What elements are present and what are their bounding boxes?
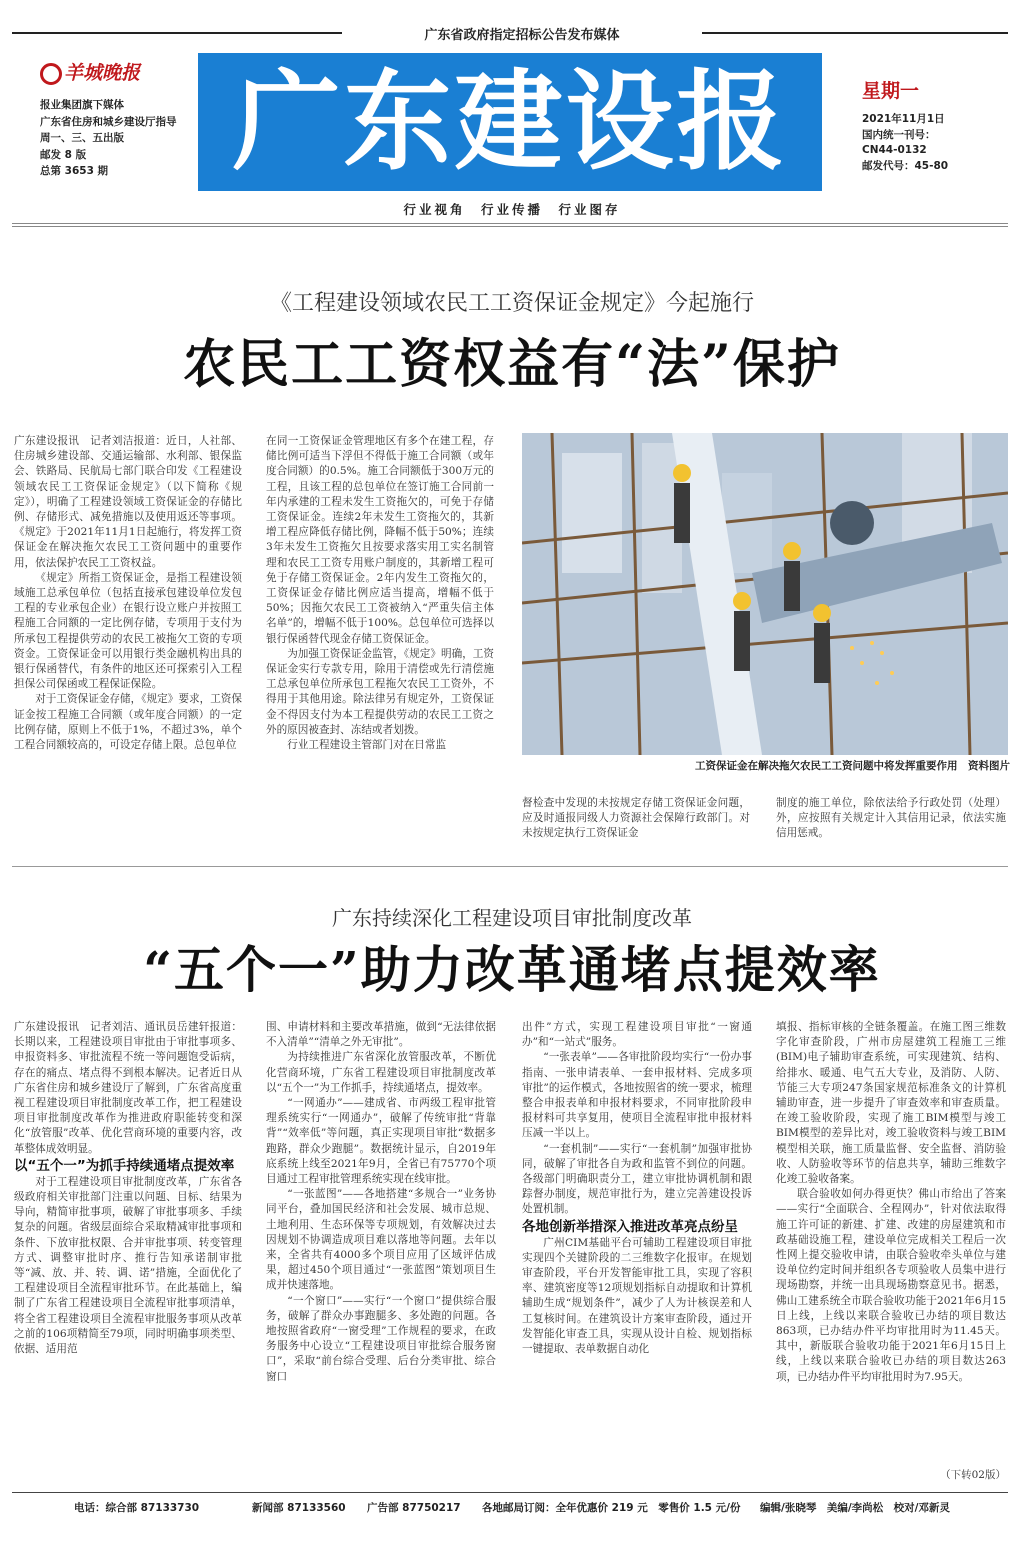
photo-caption: 工资保证金在解决拖欠农民工工资问题中将发挥重要作用 资料图片 xyxy=(695,760,1010,772)
article1-column-1 xyxy=(14,434,242,834)
tagline: 行业视角 行业传播 行业图存 xyxy=(403,202,621,217)
subheading: 各地创新举措深入推进改革亮点纷呈 xyxy=(522,1218,738,1235)
masthead-rule xyxy=(12,226,1008,227)
section-divider xyxy=(12,866,1008,867)
info-line: 总第 3653 期 xyxy=(40,165,109,177)
paragraph: “一张蓝图”——各地搭建“多规合一”业务协同平台，叠加国民经济和社会发展、城市总规、土地利用、生态环保等专项规划，有效解决过去因规划不协调造成项目难以落地等问题。去年以来，全省共有4000多个项目应用了区域评估成果，超过450个项目通过“一张蓝图”策划项目生成并快速落地。 xyxy=(266,1188,496,1292)
paragraph: 对于工程建设项目审批制度改革，广东省各级政府相关审批部门注重以问题、目标、结果为导向，精简审批事项，破解了审批事项多、手续复杂的问题。省级层面综合采取精减审批事项和条件、下放审批权限、合并审批事项、转变管理方式、调整审批时序、推行告知承诺制审批等“减、放、并、转、调、诺”措施，全面优化了工程建设项目全流程审批环节。在此基础上，编制了广东省工程建设项目全流程审批事项清单，将全省工程建设项目全流程审批服务事项从改革之前的106项精简至79项，同时明确事项类型、依据、适用范 xyxy=(14,1175,242,1356)
paragraph: 为持续推进广东省深化放管服改革，不断优化营商环境，广东省工程建设项目审批制度改革以“五个一”为工作抓手，持续通堵点，提效率。 xyxy=(266,1051,496,1094)
construction-workers-photo xyxy=(522,433,1008,755)
article2-column-3 xyxy=(522,1020,752,1482)
article2-column-2 xyxy=(266,1020,496,1482)
info-line: 2021年11月1日 xyxy=(862,113,945,125)
article1-kicker: 《工程建设领域农民工工资保证金规定》今起施行 xyxy=(269,291,754,316)
footer-rule xyxy=(12,1492,1008,1493)
info-line: 邮发 8 版 xyxy=(40,148,87,161)
paragraph: 在同一工资保证金管理地区有多个在建工程，存储比例可适当下浮但不得低于施工合同额（或年度合同额）的0.5%。施工合同额低于300万元的工程，且该工程的总包单位在签订施工合同前一年内承建的工程未发生工资拖欠的，可免于存储工资保证金。连续2年未发生工资拖欠的，其新增工程应降低存储比例，降幅不低于50%；连续3年未发生工资拖欠且按要求落实用工实名制管理和农民工工资专用账户制度的，其新增工程可免于存储工资保证金。2年内发生工资拖欠的，工资保证金存储比例应适当提高，增幅不低于50%；因拖欠农民工工资被纳入“严重失信主体名单”的，增幅不低于100%。总包单位可选择以银行保函替代现金存储工资保证金。 xyxy=(266,435,494,645)
info-line: CN44-0132 xyxy=(862,144,927,156)
footer-ads: 广告部 87750217 xyxy=(367,1502,461,1514)
masthead-left-info xyxy=(40,97,177,180)
article1-column-3 xyxy=(522,796,750,846)
logo xyxy=(40,58,140,85)
paragraph: 《规定》所指工资保证金，是指工程建设领域施工总承包单位（包括直接承包建设单位发包工程的专业承包企业）在银行设立账户并按照工程施工合同额的一定比例存储，专项用于支付为所承包工程提供劳动的农民工被拖欠工资的专项资金。工资保证金可以用银行类金融机构出具的银行保函替代，有条件的地区还可探索引入工程担保公司保函或工程保证保险。 xyxy=(14,571,242,691)
info-line: 邮发代号：45-80 xyxy=(862,159,949,172)
footer-phone: 电话：综合部 87133730 xyxy=(74,1502,200,1514)
weekday: 星期一 xyxy=(862,80,920,102)
paragraph: 广东建设报讯 记者刘洁报道：近日，人社部、住房城乡建设部、交通运输部、水利部、银保监会、铁路局、民航局七部门联合印发《工程建设领域农民工工资保证金规定》（以下简称《规定》），明确了工程建设领域工资保证金的存储比例、存储形式、减免措施以及使用返还等事项。《规定》于2021年11月1日起施行，将发挥工资保证金在解决拖欠农民工工资问题中的重要作用，依法保护农民工工资权益。 xyxy=(14,435,242,569)
article2-column-1 xyxy=(14,1020,242,1482)
article2-column-4 xyxy=(776,1020,1006,1465)
photo-illustration xyxy=(522,433,1008,755)
footer-subscribe: 各地邮局订阅：全年优惠价 219 元 零售价 1.5 元/份 xyxy=(482,1502,741,1514)
article2-kicker: 广东持续深化工程建设项目审批制度改革 xyxy=(332,906,692,930)
continued-note: （下转02版） xyxy=(940,1469,1006,1481)
paragraph: “一套机制”——实行“一套机制”加强审批协同，破解了审批各自为政和监管不到位的问题。各级部门明确职责分工，建立审批协调机制和跟踪督办制度，规范审批行为，建立完善建设投诉处置机制。 xyxy=(522,1142,752,1216)
article1-column-4 xyxy=(776,796,1006,846)
paragraph: 制度的施工单位，除依法给予行政处罚（处理）外，应按照有关规定计入其信用记录，依法实施信用惩戒。 xyxy=(776,797,1006,840)
article1-headline: 农民工工资权益有“法”保护 xyxy=(183,334,841,395)
footer-news: 新闻部 87133560 xyxy=(252,1502,346,1514)
paragraph: 出件”方式，实现工程建设项目审批“一窗通办”和“一站式”服务。 xyxy=(522,1021,752,1049)
info-line: 广东省住房和城乡建设厅指导 xyxy=(40,115,177,128)
paragraph: 督检查中发现的未按规定存储工资保证金问题，应及时通报同级人力资源社会保障行政部门。对未按规定执行工资保证金 xyxy=(522,797,750,840)
logo-ring-icon xyxy=(40,63,62,85)
masthead-right-info xyxy=(862,112,948,174)
paragraph: 对于工资保证金存储，《规定》要求，工资保证金按工程施工合同额（或年度合同额）的一定比例存储，原则上不低于1%，不超过3%，单个工程合同额较高的，可设定存储上限。总包单位 xyxy=(14,693,242,752)
paragraph: 联合验收如何办得更快？佛山市给出了答案——实行“全面联合、全程网办”，针对依法取得施工许可证的新建、扩建、改建的房屋建筑和市政基础设施工程，建设单位完成相关工程后一次性网上提交验收申请，由联合验收牵头单位与建设单位约定时间并组织各专项验收人员集中进行现场勘察，并统一出具现场勘察意见书。据悉，佛山工建系统全市联合验收功能于2021年6月15日上线，上线以来联合验收已办结的项目数达863项，已办结办件平均审批用时为11.45天。其中，新版联合验收功能于2021年6月15日上线，上线以来联合验收已办结的项目数达263项，已办结办件平均审批用时为7.95天。 xyxy=(776,1188,1006,1383)
paragraph: 广东建设报讯 记者刘洁、通讯员岳建轩报道：长期以来，工程建设项目审批由于审批事项多、申报资料多、审批流程不统一等问题饱受诟病，存在的痛点、堵点得不到根本解决。记者近日从广东省住房和城乡建设厅了解到，广东省高度重视工程建设项目审批制度改革工作，把工程建设项目审批制度改革作为推进政府职能转变和深化“放管服”改革、优化营商环境的重要内容，改革整体成效明显。 xyxy=(14,1021,242,1155)
paragraph: “一个窗口”——实行“一个窗口”提供综合服务，破解了群众办事跑腿多、多处跑的问题。各地按照省政府“一窗受理”工作规程的要求，在政务服务中心设立“工程建设项目审批综合服务窗口”，采取“前台综合受理、后台分类审批、综合窗口 xyxy=(266,1294,496,1383)
info-line: 国内统一刊号： xyxy=(862,128,936,141)
paragraph: “一网通办”——建成省、市两级工程审批管理系统实行“一网通办”，破解了传统审批“背靠背”“效率低”等问题，真正实现项目审批“数据多跑路，群众少跑腿”。数据统计显示，自2019年底系统上线至2021年9月，全省已有75770个项目通过工程审批管理系统实现在线审批。 xyxy=(266,1097,496,1186)
paragraph: 填报、指标审核的全链条覆盖。在施工图三维数字化审查阶段，广州市房屋建筑工程施工三维(BIM)电子辅助审查系统，可实现建筑、结构、给排水、暖通、电气五大专业，及消防、人防、节能三大专项247条国家规范标准条文的计算机辅助审查，进一步提升了审查效率和审查质量。在竣工验收阶段，实现了施工BIM模型与竣工BIM模型的差异比对，竣工验收资料与竣工BIM模型相关联，施工质量监督、安全监督、消防验收、人防验收等环节的信息共享，辅助三维数字化竣工验收备案。 xyxy=(776,1021,1006,1186)
footer-editors: 编辑/张晓琴 美编/李尚松 校对/邓新灵 xyxy=(760,1502,951,1514)
paragraph: 围、申请材料和主要改革措施，做到“无法律依据不入清单”“清单之外无审批”。 xyxy=(266,1021,496,1049)
logo-text: 羊城晚报 xyxy=(64,62,141,84)
paragraph: 为加强工资保证金监管，《规定》明确，工资保证金实行专款专用，除用于清偿或先行清偿施工总承包单位所承包工程拖欠农民工工资外，不得用于其他用途。除法律另有规定外，工资保证金不得因支付为本工程提供劳动的农民工工资之外的原因被查封、冻结或者划拨。 xyxy=(266,647,494,736)
subheading: 以“五个一”为抓手持续通堵点提效率 xyxy=(14,1157,235,1174)
article2-headline: “五个一”助力改革通堵点提效率 xyxy=(143,940,881,999)
top-banner-text: 广东省政府指定招标公告发布媒体 xyxy=(424,28,620,43)
top-banner xyxy=(12,24,1008,42)
newspaper-title: 广东建设报 xyxy=(232,59,788,185)
article1-column-2 xyxy=(266,434,494,840)
info-line: 周一、三、五出版 xyxy=(40,132,124,144)
paragraph: 行业工程建设主管部门对在日常监 xyxy=(287,739,447,752)
paragraph: 广州CIM基础平台可辅助工程建设项目审批实现四个关键阶段的二三维数字化报审。在规划审查阶段，平台开发智能审批工具，实现了容积率、建筑密度等12项规划指标自动提取和计算机辅助生成“规划条件”，减少了人为计核误差和人工复核时间。在建筑设计方案审查阶段，通过开发智能化审查工具，实现从设计自检、规划指标一键提取、表单数据自动化 xyxy=(522,1236,752,1356)
masthead-title-box xyxy=(198,53,822,191)
masthead-rule xyxy=(12,223,1008,224)
info-line: 报业集团旗下媒体 xyxy=(40,99,124,111)
paragraph: “一张表单”——各审批阶段均实行“一份办事指南、一张申请表单、一套申报材料、完成多项审批”的运作模式，各地按照省的统一要求，梳理整合申报表单和申报材料要求，不同审批阶段申报材料可共享复用，使项目全流程审批申报材料压减一半以上。 xyxy=(522,1051,752,1140)
